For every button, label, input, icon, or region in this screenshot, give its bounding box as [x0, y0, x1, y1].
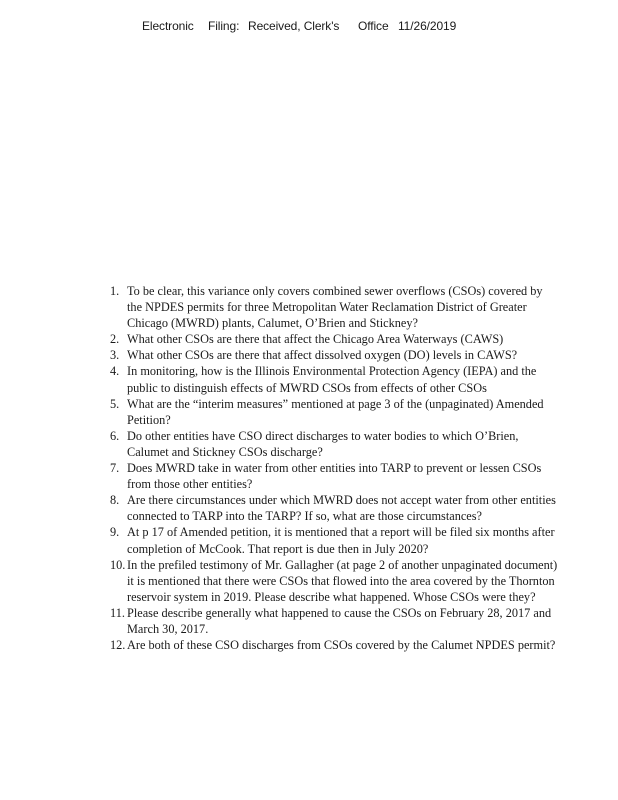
question-number: 5.: [110, 396, 120, 411]
question-number: 7.: [110, 461, 120, 476]
question-number: 2.: [110, 332, 120, 347]
header-date: 11/26/2019: [398, 19, 457, 33]
question-text: In monitoring, how is the Illinois Environmental Protection Agency (IEPA) and the public to distinguish effects of MWRD CSOs from effects of other CSOs: [127, 364, 537, 395]
question-item: [0, 524, 618, 556]
question-number: 6.: [110, 428, 120, 443]
filing-stamp-header: [142, 19, 456, 33]
question-number: 1.: [110, 284, 120, 298]
header-received-clerks: Received, Clerk's: [248, 19, 340, 33]
question-text: What other CSOs are there that affect the Chicago Area Waterways (CAWS): [127, 332, 504, 347]
question-item: [0, 428, 618, 460]
question-text: What other CSOs are there that affect dissolved oxygen (DO) levels in CAWS?: [127, 348, 518, 363]
question-text: Are both of these CSO discharges from CSOs covered by the Calumet NPDES permit?: [127, 638, 556, 653]
question-text: Are there circumstances under which MWRD does not accept water from other entities connected to TARP into the TARP? If so, what are those circumstances?: [127, 493, 556, 524]
question-text: Please describe generally what happened to cause the CSOs on February 28, 2017 and March 30, 2017.: [127, 605, 552, 636]
question-text: To be clear, this variance only covers combined sewer overflows (CSOs) covered by the NPDES permits for three Metropolitan Water Reclamation District of Greater Chicago (MWRD) plants, Calumet, O’Brien and Stickney?: [127, 284, 543, 331]
question-text: Do other entities have CSO direct discharges to water bodies to which O’Brien, Calumet and Stickney CSOs discharge?: [127, 428, 519, 459]
question-number: 10.: [110, 557, 126, 572]
question-item: [0, 347, 618, 363]
question-number: 8.: [110, 493, 120, 508]
question-text: What are the “interim measures” mentioned at page 3 of the (unpaginated) Amended Petition?: [127, 396, 544, 427]
header-filing: Filing:: [208, 19, 240, 33]
question-item: [0, 637, 618, 653]
question-text: At p 17 of Amended petition, it is mentioned that a report will be filed six months after completion of McCook. That report is due then in July 2020?: [127, 525, 555, 556]
question-number: 3.: [110, 348, 120, 363]
question-item: [0, 331, 618, 347]
question-item: [0, 363, 618, 395]
question-item: [0, 492, 618, 524]
questions-list: [0, 283, 618, 653]
question-number: 12.: [110, 638, 126, 653]
question-text: Does MWRD take in water from other entities into TARP to prevent or lessen CSOs from those other entities?: [127, 461, 542, 492]
header-office: Office: [358, 19, 389, 33]
question-number: 4.: [110, 364, 120, 379]
question-item: [0, 557, 618, 605]
question-item: [0, 283, 618, 331]
question-number: 9.: [110, 525, 120, 540]
question-item: [0, 460, 618, 492]
header-electronic: Electronic: [142, 19, 194, 33]
question-number: 11.: [110, 605, 125, 620]
question-item: [0, 396, 618, 428]
question-item: [0, 605, 618, 637]
question-text: In the prefiled testimony of Mr. Gallagher (at page 2 of another unpaginated document) it is mentioned that there were CSOs that flowed into the area covered by the Thornton reservoir system in 2019. Please describe what happened. Whose CSOs were they?: [127, 557, 558, 604]
